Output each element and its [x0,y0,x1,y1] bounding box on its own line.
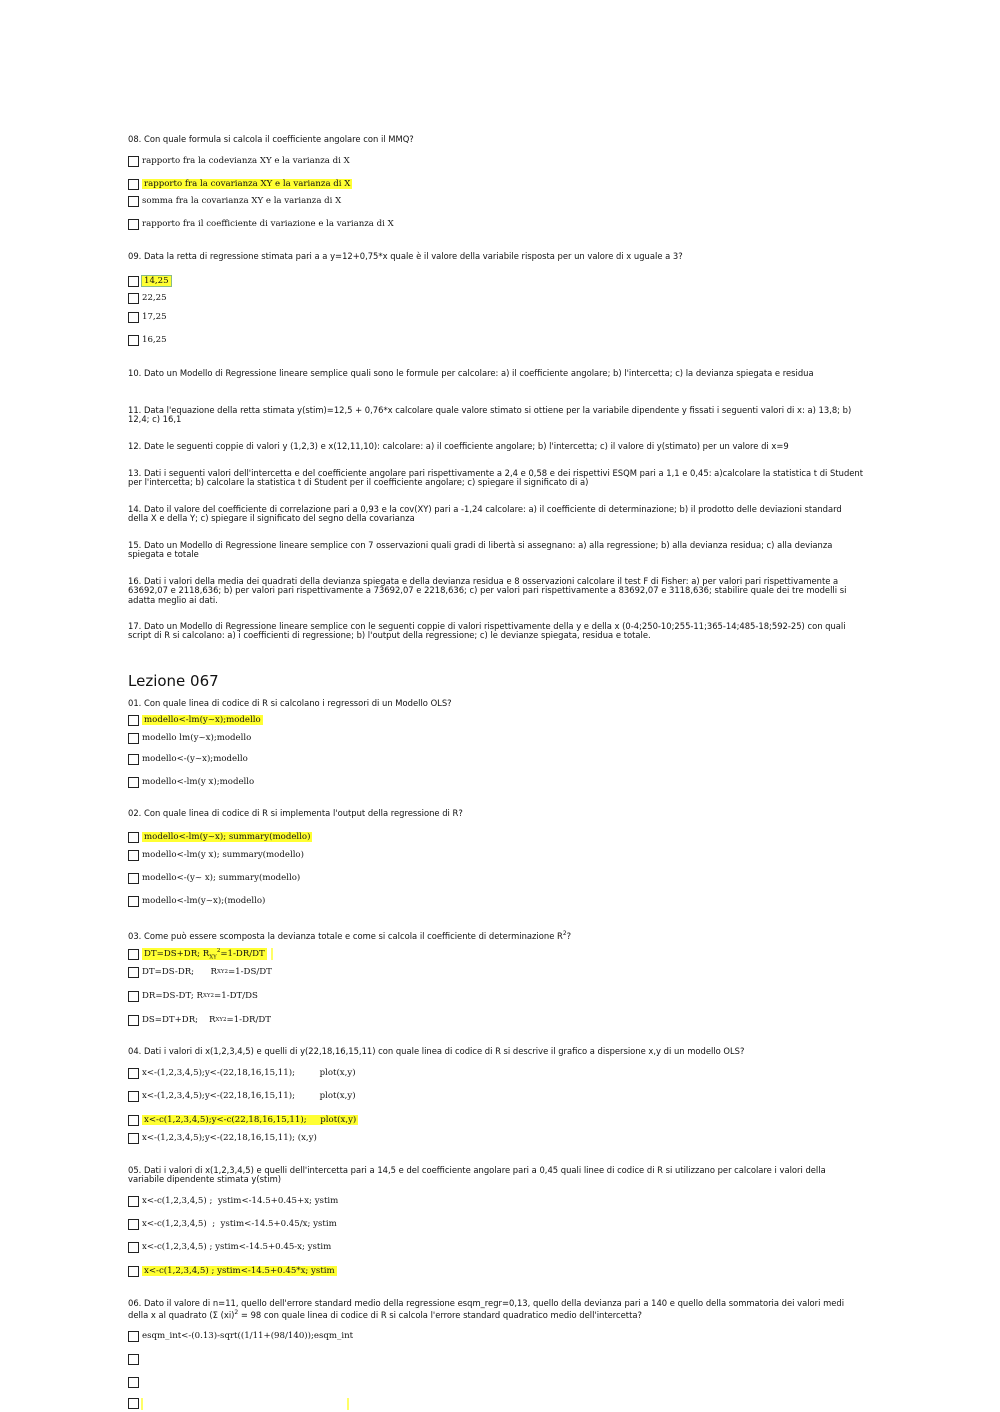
answer-option[interactable] [128,1352,142,1366]
checkbox[interactable] [128,179,139,190]
answer-option[interactable] [128,775,254,789]
answer-option[interactable] [128,154,350,168]
answer-option[interactable] [128,752,248,766]
option-text-highlighted: modello<-lm(y~x); summary(modello) [144,832,311,842]
option-text: x<-c(1,2,3,4,5) ; ystim<-14.5+0.45+x; ystim [142,1196,339,1206]
checkbox[interactable] [128,1242,139,1253]
answer-option[interactable] [128,848,304,862]
option-text: esqm_int<-(0.13)-sqrt((1/11+(98/140));esqm_int [142,1331,354,1341]
question-06-text-end: = 98 con quale linea di codice di R si calcola l'errore standard quadratico medio dell'intercetta? [238,1310,642,1321]
checkbox[interactable] [128,967,139,978]
option-text-highlighted: 14,25 [144,276,169,286]
option-text-highlighted: x<-c(1,2,3,4,5);y<-c(22,18,16,15,11); plot(x,y) [144,1115,357,1125]
answer-option[interactable] [128,1013,271,1027]
checkbox[interactable] [128,832,139,843]
checkbox[interactable] [128,850,139,861]
answer-option[interactable] [128,1375,142,1389]
superscript: 2 [234,1309,239,1317]
option-text: somma fra la covarianza XY e la varianza di X [142,196,342,206]
superscript: 2 [216,947,221,954]
answer-option-correct[interactable] [128,1264,337,1278]
checkbox[interactable] [128,219,139,230]
option-text: rapporto fra la codevianza XY e la varianza di X [142,156,350,166]
answer-option[interactable] [128,1217,337,1231]
answer-option-correct[interactable] [128,713,263,727]
checkbox[interactable] [128,293,139,304]
question-14: 14. Dato il valore del coefficiente di correlazione pari a 0,93 e la cov(XY) pari a -1,24 calcolare: a) il coefficiente di determinazione; b) il prodotto delle deviazioni standard della X e della Y; c) spiegare il significato del segno della covarianza [128,504,842,524]
checkbox[interactable] [128,1377,139,1388]
answer-option[interactable] [128,965,272,979]
question-10: 10. Dato un Modello di Regressione lineare semplice quali sono le formule per calcolare: a) il coefficiente angolare; b) l'intercetta; c) la devianza spiegata e residua [128,368,814,378]
highlight-mark [141,1398,143,1410]
option-text-highlighted: modello<-lm(y~x);modello [144,715,261,725]
checkbox[interactable] [128,312,139,323]
checkbox[interactable] [128,715,139,726]
option-text: modello<-lm(y~x);(modello) [142,896,266,906]
option-text: 16,25 [142,335,167,345]
formula-part: =1-DR/DT [226,1015,271,1025]
answer-option[interactable] [128,871,300,885]
question-09: 09. Data la retta di regressione stimata pari a a y=12+0,75*x quale è il valore della variabile risposta per un valore di x uguale a 3? [128,251,683,261]
highlight-mark [271,948,273,960]
question-02: 02. Con quale linea di codice di R si implementa l'output della regressione di R? [128,808,463,818]
question-03-text-end: ? [566,930,572,941]
option-text: 17,25 [142,312,167,322]
option-text: x<-c(1,2,3,4,5) ; ystim<-14.5+0.45-x; ystim [142,1242,332,1252]
checkbox[interactable] [128,1266,139,1277]
answer-option-correct[interactable] [128,947,267,961]
checkbox[interactable] [128,156,139,167]
question-16: 16. Dati i valori della media dei quadrati della devianza spiegata e della devianza residua e 8 osservazioni calcolare il test F di Fisher: a) per valori pari rispettivamente a 63692,07 e 2118,636; b) per valori pari rispettivamente a 73692,07 e 2218,636; c) per valori pari rispettivamente a 83692,07 e 3118,636; stabilire quale dei tre modelli si adatta meglio ai dati. [128,576,847,605]
answer-option[interactable] [128,291,167,305]
checkbox[interactable] [128,873,139,884]
question-11: 11. Data l'equazione della retta stimata y(stim)=12,5 + 0,76*x calcolare quale valore stimato si ottiene per la variabile dipendente y fissati i seguenti valori di x: a) 13,8; b) 12,4; c) 16,1 [128,405,852,425]
answer-option[interactable] [128,310,167,324]
formula-part: =1-DS/DT [227,967,272,977]
subscript: XY [215,1017,224,1023]
formula-part: DS=DT+DR; R [142,1015,216,1025]
option-text: modello<-(y~ x); summary(modello) [142,873,301,883]
answer-option[interactable] [128,1066,356,1080]
formula-part: =1-DR/DT [220,948,265,959]
checkbox[interactable] [128,1068,139,1079]
checkbox[interactable] [128,1091,139,1102]
question-06-text: 06. Dato il valore di n=11, quello dell'errore standard medio della regressione esqm_regr=0,13, quello della devianza pari a 140 e quello della sommatoria dei valori medi della x al quadrato (Σ (xi) [128,1298,845,1321]
question-01: 01. Con quale linea di codice di R si calcolano i regressori di un Modello OLS? [128,698,452,708]
subscript: XY [202,993,211,999]
question-15: 15. Dato un Modello di Regressione lineare semplice con 7 osservazioni quali gradi di libertà si assegnano: a) alla regressione; b) alla devianza residua; c) alla devianza spiegata e totale [128,540,833,560]
answer-option[interactable] [128,989,258,1003]
option-text: modello<-(y~x);modello [142,754,248,764]
option-text-highlighted [142,948,267,961]
answer-option-correct[interactable] [128,1113,358,1127]
superscript: 2 [223,1017,227,1023]
superscript: 2 [224,969,228,975]
answer-option[interactable] [128,1131,317,1145]
checkbox[interactable] [128,1196,139,1207]
option-text: x<-(1,2,3,4,5);y<-(22,18,16,15,11); plot(x,y) [142,1068,356,1078]
checkbox[interactable] [128,276,139,287]
question-05: 05. Dati i valori di x(1,2,3,4,5) e quelli dell'intercetta pari a 14,5 e del coefficiente angolare pari a 0,45 quali linee di codice di R si utilizzano per calcolare i valori della variabile dipendente stimata y(stim) [128,1165,826,1185]
highlight-mark [347,1398,349,1410]
question-08: 08. Con quale formula si calcola il coefficiente angolare con il MMQ? [128,134,414,144]
checkbox[interactable] [128,1398,139,1409]
option-text: modello<-lm(y x);modello [142,777,255,787]
checkbox[interactable] [128,1219,139,1230]
answer-option-correct[interactable] [128,177,352,191]
answer-option[interactable] [128,217,394,231]
checkbox[interactable] [128,777,139,788]
checkbox[interactable] [128,896,139,907]
section-heading: Lezione 067 [128,672,219,690]
question-06 [128,1299,863,1321]
option-text-highlighted: x<-c(1,2,3,4,5) ; ystim<-14.5+0.45*x; ystim [144,1266,335,1276]
answer-option[interactable] [128,894,265,908]
checkbox[interactable] [128,1331,139,1342]
checkbox[interactable] [128,1115,139,1126]
question-03-text: 03. Come può essere scomposta la devianza totale e come si calcola il coefficiente di determinazione R [128,930,563,941]
answer-option-correct[interactable] [128,274,171,288]
subscript: XY [216,969,225,975]
superscript: 2 [210,993,215,999]
checkbox[interactable] [128,1354,139,1365]
checkbox[interactable] [128,991,139,1002]
question-03 [128,929,863,941]
option-text: x<-(1,2,3,4,5);y<-(22,18,16,15,11); plot(x,y) [142,1091,356,1101]
question-17: 17. Dato un Modello di Regressione lineare semplice con le seguenti coppie di valori rispettivamente della y e della x (0-4;250-10;255-11;365-14;485-18;592-25) con quali script di R si calcolano: a) i coefficienti di regressione; b) l'output della regressione; c) le devianze spiegata, residua e totale. [128,621,846,641]
superscript: 2 [562,930,567,937]
checkbox[interactable] [128,335,139,346]
checkbox[interactable] [128,1133,139,1144]
formula-part: DT=DS+DR; R [144,948,210,959]
subscript: XY [209,954,217,961]
question-12: 12. Date le seguenti coppie di valori y (1,2,3) e x(12,11,10): calcolare: a) il coefficiente angolare; b) l'intercetta; c) il valore di y(stimato) per un valore di x=9 [128,441,789,451]
option-text-highlighted: rapporto fra la covarianza XY e la varianza di X [144,179,351,189]
option-text: x<-c(1,2,3,4,5) ; ystim<-14.5+0.45/x; ystim [142,1219,337,1229]
option-text: rapporto fra il coefficiente di variazione e la varianza di X [142,219,394,229]
answer-option[interactable] [128,194,341,208]
answer-option-correct[interactable] [128,830,312,844]
checkbox[interactable] [128,1015,139,1026]
checkbox[interactable] [128,733,139,744]
answer-option[interactable] [128,333,167,347]
answer-option[interactable] [128,1329,353,1343]
checkbox[interactable] [128,196,139,207]
answer-option[interactable] [128,1089,356,1103]
checkbox[interactable] [128,754,139,765]
option-text: 22,25 [142,293,167,303]
question-04: 04. Dati i valori di x(1,2,3,4,5) e quelli di y(22,18,16,15,11) con quale linea di codice di R si descrive il grafico a dispersione x,y di un modello OLS? [128,1046,745,1056]
option-text: modello<-lm(y x); summary(modello) [142,850,304,860]
formula-part: =1-DT/DS [214,991,258,1001]
formula-part: DR=DS-DT; R [142,991,203,1001]
answer-option[interactable] [128,1240,331,1254]
answer-option[interactable] [128,1396,142,1410]
checkbox[interactable] [128,949,139,960]
answer-option[interactable] [128,1194,338,1208]
option-text: modello lm(y~x);modello [142,733,252,743]
question-13: 13. Dati i seguenti valori dell'intercetta e del coefficiente angolare pari rispettivamente a 2,4 e 0,58 e dei rispettivi ESQM pari a 1,1 e 0,45: a)calcolare la statistica t di Student per l'intercetta; b) calcolare la statistica t di Student per il coefficiente angolare; c) spiegare il significato di a) [128,468,864,488]
option-text: x<-(1,2,3,4,5);y<-(22,18,16,15,11); (x,y) [142,1133,317,1143]
formula-part: DT=DS-DR; R [142,967,217,977]
answer-option[interactable] [128,731,251,745]
